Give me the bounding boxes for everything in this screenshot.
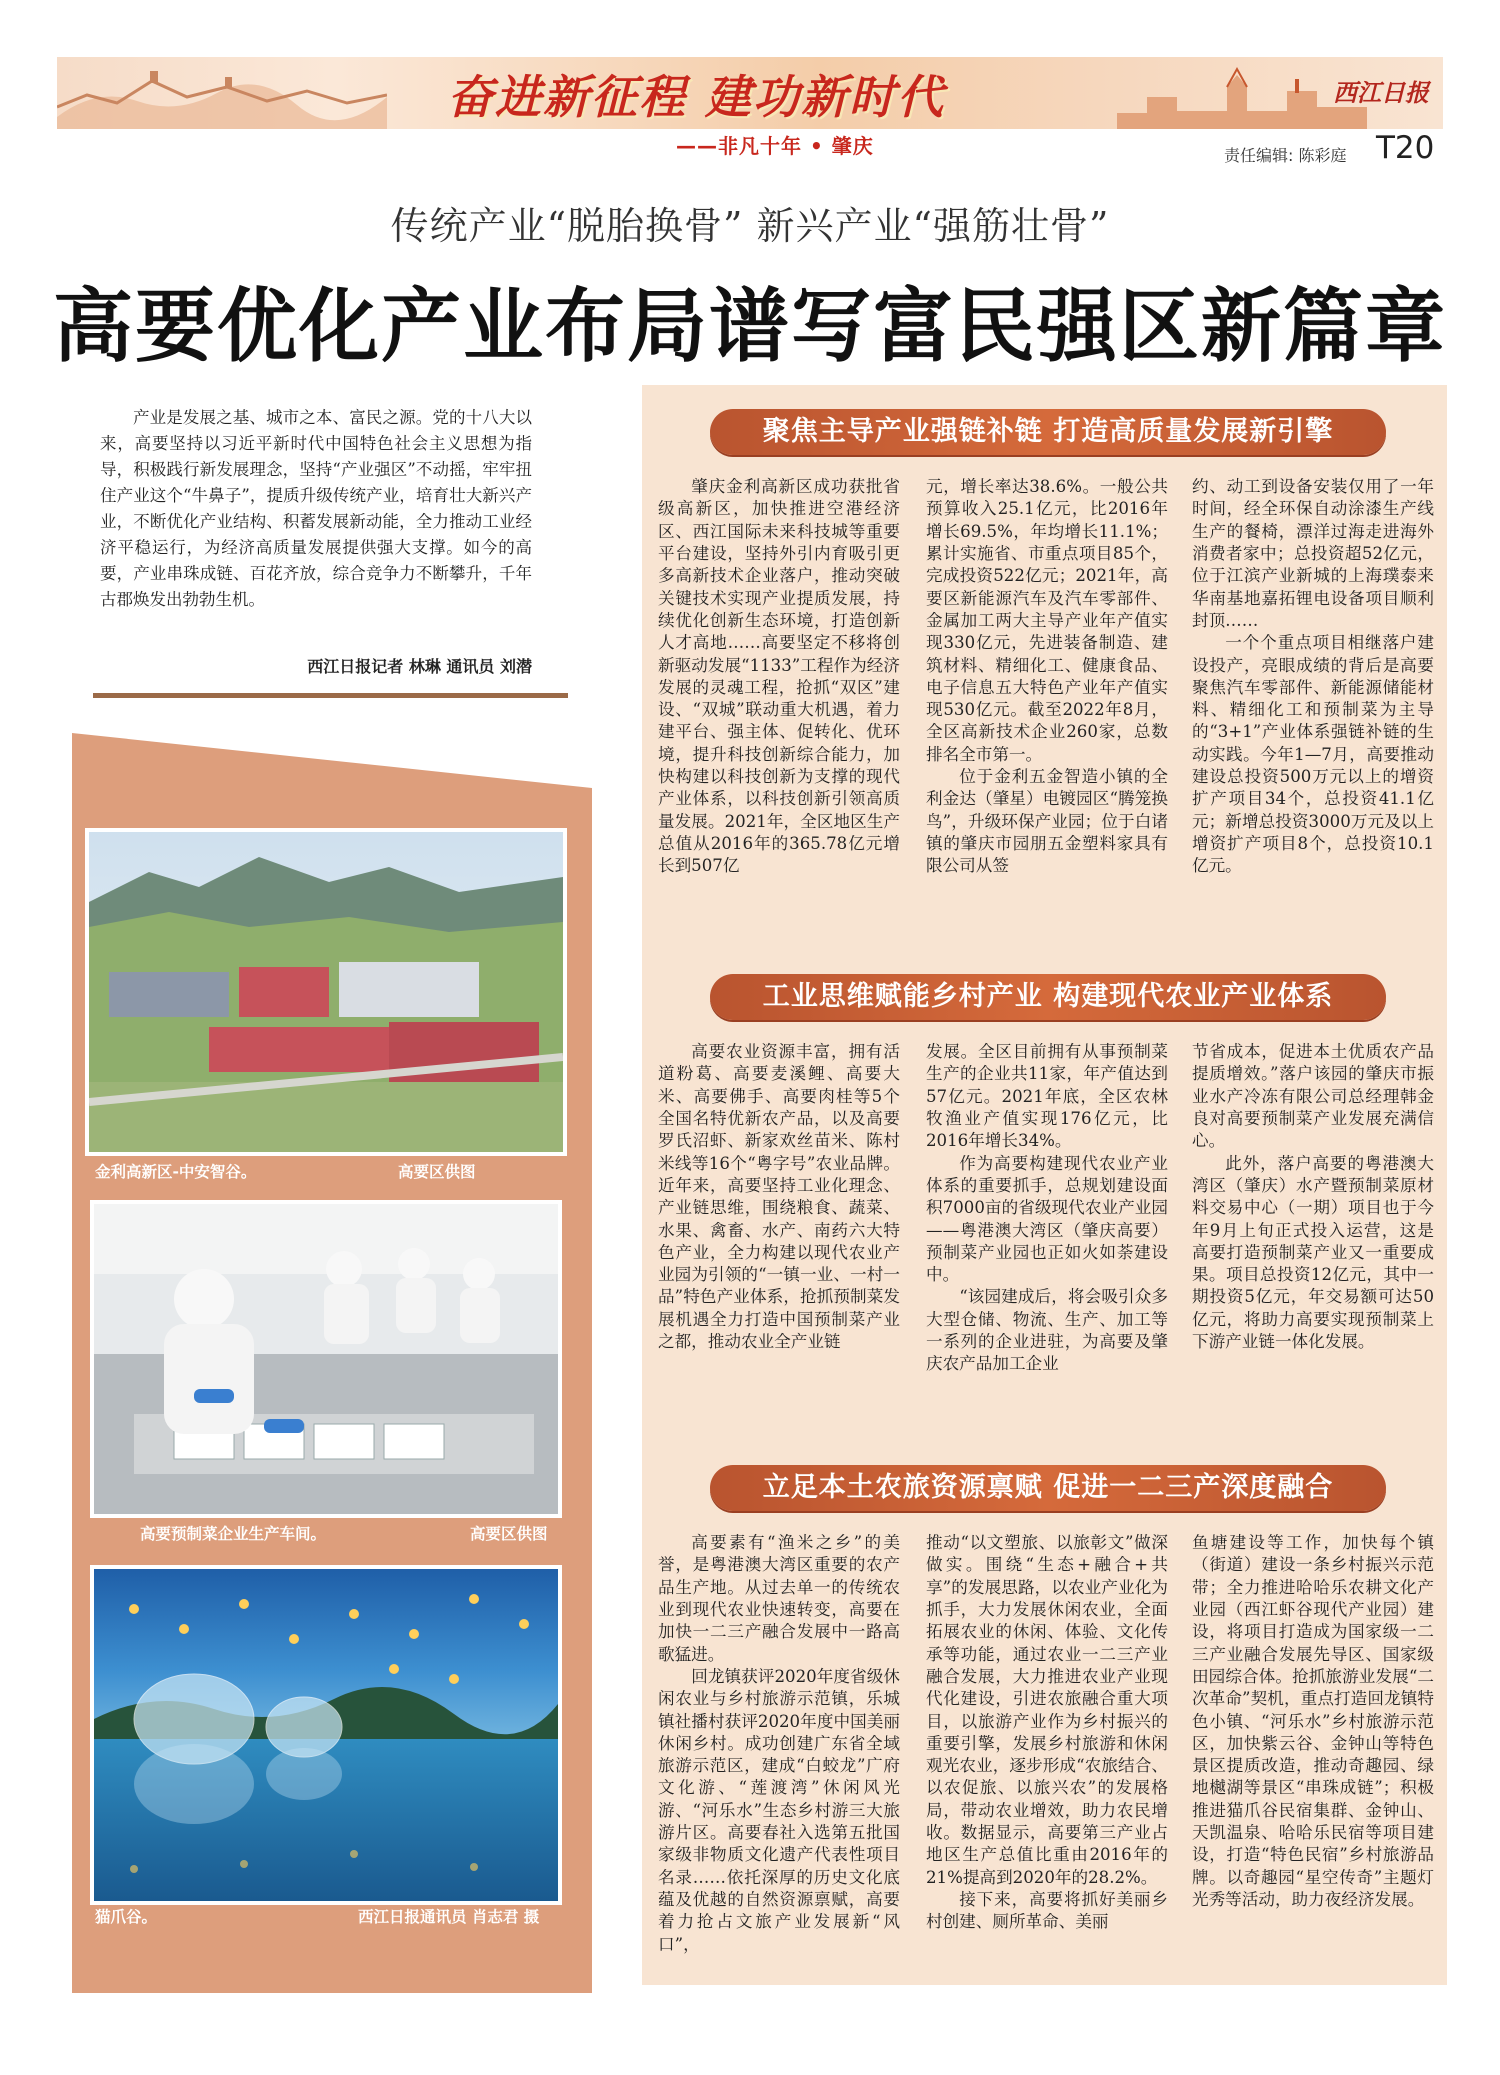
subtitle: 传统产业“脱胎换骨” 新兴产业“强筋壮骨” — [390, 204, 1110, 248]
section1-column-2 — [926, 476, 1168, 878]
section2-column-2 — [926, 1041, 1168, 1376]
intro-paragraph: 产业是发展之基、城市之本、富民之源。党的十八大以来，高要坚持以习近平新时代中国特色社会主义思想为指导，积极践行新发展理念，坚持“产业强区”不动摇，牢牢扭住产业这个“牛鼻子”，提质升级传统产业，培育壮大新兴产业，不断优化产业结构、积蓄发展新动能，全力推动工业经济平稳运行，为经济高质量发展提供强大支撑。如今的高要，产业串珠成链、百花齐放，综合竞争力不断攀升，千年古郡焕发出勃勃生机。 — [100, 408, 532, 610]
series-label: ——非凡十年 • 肇庆 — [676, 134, 874, 158]
section-heading-2: 工业思维赋能乡村产业 构建现代农业产业体系 — [710, 974, 1386, 1020]
photo-caption-3: 猫爪谷。 — [95, 1908, 158, 1926]
section-heading-1: 聚焦主导产业强链补链 打造高质量发展新引擎 — [710, 409, 1386, 455]
paragraph: 作为高要构建现代农业产业体系的重要抓手，总规划建设面积7000亩的省级现代农业产业园——粤港澳大湾区（肇庆高要）预制菜产业园也正如火如荼建设中。 — [926, 1153, 1168, 1285]
paragraph: 一个个重点项目相继落户建设投产，亮眼成绩的背后是高要聚焦汽车零部件、新能源储能材料、精细化工和预制菜为主导的“3+1”产业体系强链补链的生动实践。今年1—7月，高要推动建设总投资500万元以上的增资扩产项目34个，总投资41.1亿元；新增总投资3000万元及以上增资扩产项目8个，总投资10.1亿元。 — [1192, 633, 1434, 876]
photo-credit-2: 高要区供图 — [470, 1525, 548, 1543]
paragraph: 肇庆金利高新区成功获批省级高新区，加快推进空港经济区、西江国际未来科技城等重要平台建设，坚持外引内育吸引更多高新技术企业落户，推动突破关键技术实现产业提质发展，持续优化创新生态环境，打造创新人才高地……高要坚定不移将创新驱动发展“1133”工程作为经济发展的灵魂工程，抢抓“双区”建设、“双城”联动重大机遇，着力建平台、强主体、促转化、优环境，提升科技创新综合能力，加快构建以科技创新为支撑的现代产业体系，以科技创新引领高质量发展。2021年，全区地区生产总值从2016年的365.78亿元增长到507亿 — [658, 477, 900, 876]
paragraph: 接下来，高要将抓好美丽乡村创建、厕所革命、美丽 — [926, 1890, 1168, 1932]
paragraph: 鱼塘建设等工作，加快每个镇（街道）建设一条乡村振兴示范带；全力推进哈哈乐农耕文化产业园（西江虾谷现代产业园）建设，将项目打造成为国家级一二三产业融合发展先导区、国家级田园综合体。抢抓旅游业发展“二次革命”契机，重点打造回龙镇特色小镇、“河乐水”乡村旅游示范区，加快紫云谷、金钟山等特色景区提质改造，推动奇趣园、绿地樾湖等景区“串珠成链”；积极推进猫爪谷民宿集群、金钟山、天凯温泉、哈哈乐民宿等项目建设，打造“特色民宿”乡村旅游品牌。以奇趣园“星空传奇”主题灯光秀等活动，助力夜经济发展。 — [1192, 1533, 1434, 1909]
photo-credit-1: 高要区供图 — [398, 1163, 476, 1181]
section-heading-3: 立足本土农旅资源禀赋 促进一二三产深度融合 — [710, 1465, 1386, 1511]
photo-night-lake — [90, 1565, 562, 1905]
byline: 西江日报记者 林琳 通讯员 刘潜 — [307, 657, 532, 676]
paragraph: 节省成本，促进本土优质农产品提质增效。”落户该园的肇庆市振业水产冷冻有限公司总经理韩金良对高要预制菜产业发展充满信心。 — [1192, 1042, 1434, 1151]
editor-credit: 责任编辑: 陈彩庭 — [1224, 146, 1347, 165]
great-wall-illustration — [57, 57, 387, 129]
section1-column-1 — [658, 476, 900, 878]
food-factory-image — [94, 1204, 558, 1514]
photo-industrial-park — [85, 828, 567, 1156]
slogan: 奋进新征程 建功新时代 — [447, 70, 946, 124]
photo-food-factory — [90, 1200, 562, 1518]
night-lake-image — [94, 1569, 558, 1901]
section2-column-1 — [658, 1041, 900, 1353]
divider-rule — [93, 693, 568, 698]
section3-column-1 — [658, 1532, 900, 1956]
paragraph: 约、动工到设备安装仅用了一年时间，经全环保自动涂漆生产线生产的餐椅，漂洋过海走进海外消费者家中；总投资超52亿元，位于江滨产业新城的上海璞泰来华南基地嘉拓锂电设备项目顺利封顶…… — [1192, 477, 1434, 630]
headline: 高要优化产业布局谱写富民强区新篇章 — [53, 279, 1447, 373]
page-number: T20 — [1376, 130, 1435, 166]
photo-credit-3: 西江日报通讯员 肖志君 摄 — [358, 1908, 540, 1926]
paragraph: 推动“以文塑旅、以旅彰文”做深做实。围绕“生态+融合+共享”的发展思路，以农业产业化为抓手，大力发展休闲农业，全面拓展农业的休闲、体验、文化传承等功能，通过农业一二三产业融合发展，大力推进农业产业现代化建设，引进农旅融合重大项目，以旅游产业作为乡村振兴的重要引擎，发展乡村旅游和休闲观光农业，逐步形成“农旅结合、以农促旅、以旅兴农”的发展格局，带动农业增效，助力农民增收。数据显示，高要第三产业占地区生产总值比重由2016年的21%提高到2020年的28.2%。 — [926, 1533, 1168, 1887]
skyline-illustration — [1117, 57, 1367, 129]
paragraph: 发展。全区目前拥有从事预制菜生产的企业共11家，年产值达到57亿元。2021年底，全区农林牧渔业产值实现176亿元，比2016年增长34%。 — [926, 1042, 1168, 1151]
paragraph: 高要农业资源丰富，拥有活道粉葛、高要麦溪鲤、高要大米、高要佛手、高要肉桂等5个全国名特优新农产品，以及高要罗氏沼虾、新家欢丝苗米、陈村米线等16个“粤字号”农业品牌。近年来，高要坚持工业化理念、产业链思维，围绕粮食、蔬菜、水果、禽畜、水产、南药六大特色产业，全力构建以现代农业产业园为引领的“一镇一业、一村一品”特色产业体系，抢抓预制菜发展机遇全力打造中国预制菜产业之都，推动农业全产业链 — [658, 1042, 900, 1352]
paragraph: 元，增长率达38.6%。一般公共预算收入25.1亿元，比2016年增长69.5%，年均增长11.1%；累计实施省、市重点项目85个，完成投资522亿元；2021年，高要区新能源汽车及汽车零部件、金属加工两大主导产业年产值实现330亿元，先进装备制造、建筑材料、精细化工、健康食品、电子信息五大特色产业年产值实现530亿元。截至2022年8月，全区高新技术企业260家，总数排名全市第一。 — [926, 477, 1168, 764]
paragraph: 回龙镇获评2020年度省级休闲农业与乡村旅游示范镇，乐城镇社播村获评2020年度中国美丽休闲乡村。成功创建广东省全域旅游示范区，建成“白蛟龙”广府文化游、“莲渡湾”休闲风光游、“河乐水”生态乡村游三大旅游片区。高要春社入选第五批国家级非物质文化遗产代表性项目名录……依托深厚的历史文化底蕴及优越的自然资源禀赋，高要着力抢占文旅产业发展新“风口”， — [658, 1666, 900, 1954]
paragraph: 此外，落户高要的粤港澳大湾区（肇庆）水产暨预制菜原材料交易中心（一期）项目也于今年9月上旬正式投入运营，这是高要打造预制菜产业又一重要成果。项目总投资12亿元，其中一期投资5亿元，年交易额可达50亿元，将助力高要实现预制菜上下游产业链一体化发展。 — [1192, 1153, 1434, 1352]
paragraph: “该园建成后，将会吸引众多大型仓储、物流、生产、加工等一系列的企业进驻，为高要及肇庆农产品加工企业 — [926, 1287, 1168, 1374]
newspaper-logo: 西江日报 — [1333, 78, 1429, 107]
section1-column-3 — [1192, 476, 1434, 878]
masthead-banner — [57, 57, 1443, 129]
section3-column-3 — [1192, 1532, 1434, 1911]
section2-column-3 — [1192, 1041, 1434, 1353]
section3-column-2 — [926, 1532, 1168, 1934]
photo-caption-2: 高要预制菜企业生产车间。 — [140, 1525, 327, 1543]
industrial-park-image — [89, 832, 563, 1152]
paragraph: 高要素有“渔米之乡”的美誉，是粤港澳大湾区重要的农产品生产地。从过去单一的传统农业到现代农业快速转变，高要在加快一二三产融合发展中一路高歌猛进。 — [658, 1533, 900, 1664]
photo-caption-1: 金利高新区-中安智谷。 — [95, 1163, 257, 1181]
paragraph: 位于金利五金智造小镇的全利金达（肇星）电镀园区“腾笼换鸟”，升级环保产业园；位于白诸镇的肇庆市园朋五金塑料家具有限公司从签 — [926, 767, 1168, 876]
